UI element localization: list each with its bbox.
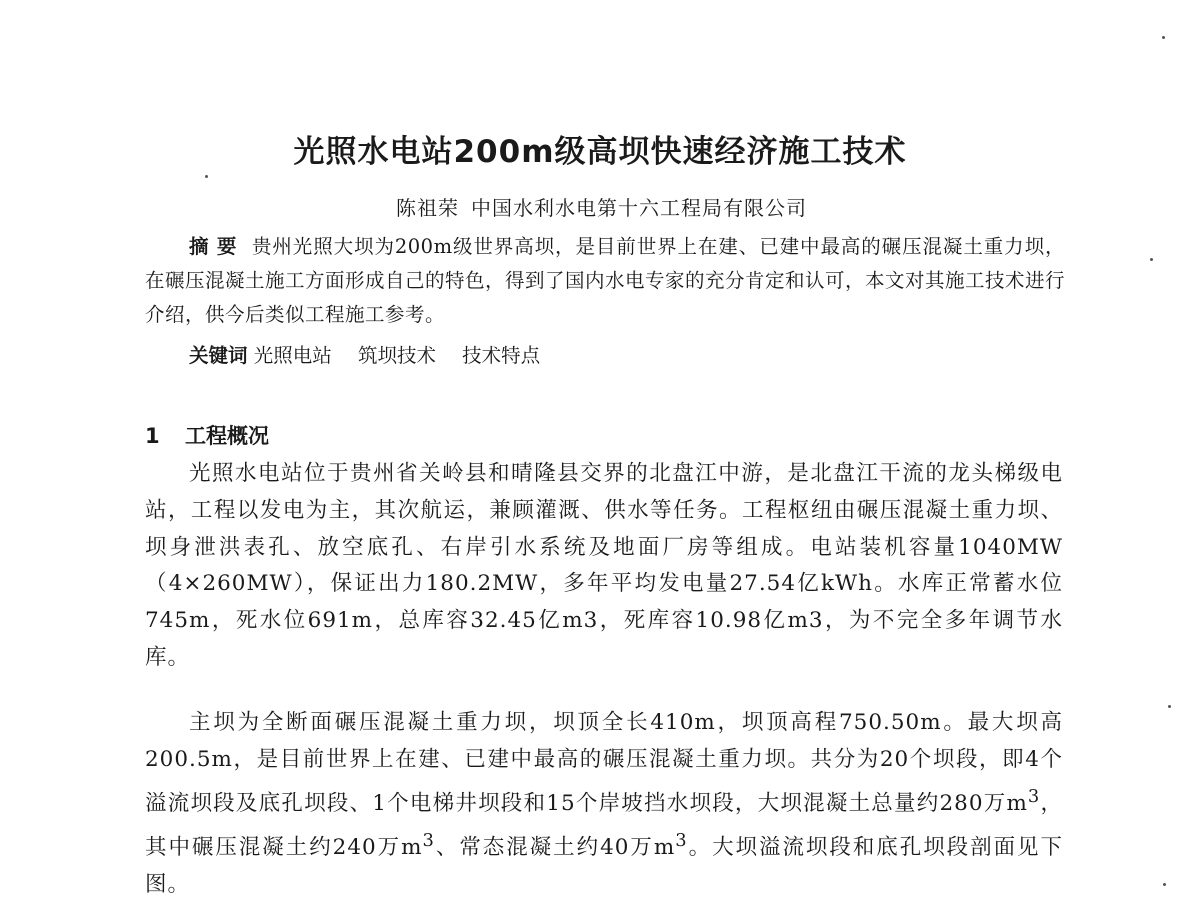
superscript-3: 3 <box>675 829 688 851</box>
section-heading <box>145 420 269 450</box>
superscript-3: 3 <box>1027 785 1041 807</box>
keywords-line <box>189 340 560 368</box>
keywords-label: 关键词 <box>189 344 248 367</box>
author-affiliation: 中国水利水电第十六工程局有限公司 <box>471 196 807 220</box>
author-name: 陈祖荣 <box>396 196 459 220</box>
scan-speck <box>1150 258 1153 261</box>
keyword-item: 技术特点 <box>462 344 541 367</box>
paragraph-2-part-b: ，其中碾压混凝土约240万m <box>145 790 1063 860</box>
abstract <box>145 230 1065 332</box>
keyword-item: 筑坝技术 <box>357 344 436 367</box>
section-number: 1 <box>145 424 160 448</box>
scan-speck <box>1163 883 1166 886</box>
keyword-item: 光照电站 <box>253 344 332 367</box>
section-title: 工程概况 <box>185 424 269 448</box>
author-line <box>396 192 807 221</box>
abstract-label: 摘要 <box>189 235 245 258</box>
scan-speck <box>205 175 208 178</box>
paragraph-2-part-d: 。大坝溢流坝段和底孔坝段剖面见下图。 <box>145 834 1063 897</box>
paper-title: 光照水电站200m级高坝快速经济施工技术 <box>293 134 907 170</box>
scan-speck <box>1162 36 1165 39</box>
paragraph-2-part-c: 、常态混凝土约40万m <box>434 834 676 860</box>
paragraph-2-part-a: 主坝为全断面碾压混凝土重力坝，坝顶全长410m，坝顶高程750.50m。最大坝高200.5m，是目前世界上在建、已建中最高的碾压混凝土重力坝。共分为20个坝段，即4个溢流坝段及底孔坝段、1个电梯井坝段和15个岸坡挡水坝段，大坝混凝土总量约280万m <box>145 710 1063 816</box>
body-paragraph-2 <box>145 705 1063 903</box>
abstract-text: 贵州光照大坝为200m级世界高坝，是目前世界上在建、已建中最高的碾压混凝土重力坝，在碾压混凝土施工方面形成自己的特色，得到了国内水电专家的充分肯定和认可，本文对其施工技术进行介绍，供今后类似工程施工参考。 <box>145 235 1066 326</box>
superscript-3: 3 <box>422 829 435 851</box>
body-paragraph-1: 光照水电站位于贵州省关岭县和晴隆县交界的北盘江中游，是北盘江干流的龙头梯级电站，工程以发电为主，其次航运，兼顾灌溉、供水等任务。工程枢纽由碾压混凝土重力坝、坝身泄洪表孔、放空底孔、右岸引水系统及地面厂房等组成。电站装机容量1040MW（4×260MW），保证出力180.2MW，多年平均发电量27.54亿kWh。水库正常蓄水位745m，死水位691m，总库容32.45亿m3，死库容10.98亿m3，为不完全多年调节水库。 <box>145 461 1063 670</box>
scan-speck <box>1168 705 1171 708</box>
